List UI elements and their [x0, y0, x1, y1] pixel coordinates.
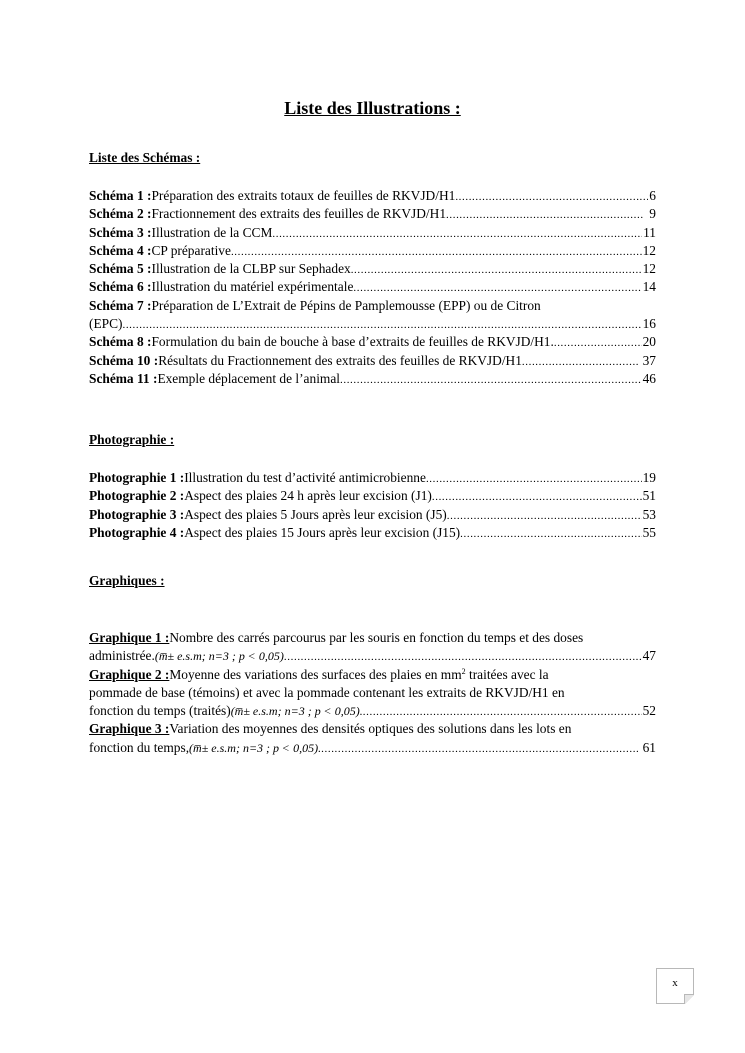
entry-text: Illustration du matériel expérimentale: [151, 279, 354, 295]
entry-page: 9: [649, 206, 656, 222]
folded-corner: [684, 994, 694, 1004]
dot-leader: [231, 243, 642, 260]
list-item: [89, 352, 656, 370]
list-item-continuation: [89, 702, 656, 720]
dot-leader: [340, 371, 642, 388]
entry-page: 51: [642, 488, 656, 504]
list-item: [89, 260, 656, 278]
entry-page: 61: [642, 739, 656, 755]
entry-label: Schéma 7 :: [89, 297, 152, 313]
list-item-continuation: [89, 739, 656, 757]
entry-text-part: traitées avec la: [465, 666, 549, 682]
entry-label: Schéma 10 :: [89, 352, 159, 368]
entry-label: Schéma 1 :: [89, 188, 152, 203]
entry-page: 52: [642, 703, 656, 719]
list-item: [89, 666, 656, 684]
list-item: [89, 205, 656, 223]
entry-text: Aspect des plaies 5 Jours après leur excision (J5): [184, 506, 447, 522]
entry-label: Graphique 1 :: [89, 630, 170, 645]
page-title: Liste des Illustrations :: [284, 98, 461, 118]
dot-leader: [353, 279, 641, 296]
graphs-heading: Graphiques :: [89, 573, 165, 588]
dot-leader: [351, 261, 642, 278]
page-number: x: [672, 977, 678, 989]
list-item-continuation: [89, 684, 656, 702]
entry-page: 6: [649, 188, 656, 203]
entry-text-part: Moyenne des variations des surfaces des plaies en mm: [169, 666, 462, 682]
entry-text: Nombre des carrés parcourus par les souris en fonction du temps et des doses: [169, 630, 584, 645]
entry-text: CP préparative: [151, 242, 231, 258]
list-item: [89, 187, 656, 205]
dot-leader: [284, 648, 642, 665]
entry-label: Schéma 5 :: [89, 261, 152, 277]
list-item: [89, 524, 656, 542]
entry-text: fonction du temps,: [89, 739, 190, 755]
dot-leader: [446, 206, 644, 223]
stats-note: (m̅± e.s.m; n=3 ; p ˂ 0,05).: [230, 704, 363, 719]
dot-leader: [522, 353, 638, 370]
list-item: [89, 370, 656, 388]
photos-list: [89, 469, 656, 542]
list-item: [89, 278, 656, 296]
entry-page: 12: [642, 261, 656, 277]
entry-page: 12: [642, 242, 656, 258]
stats-note: (m̅± e.s.m; n=3 ; p ˂ 0,05): [154, 649, 284, 664]
entry-text: Formulation du bain de bouche à base d’extraits de feuilles de RKVJD/H1.: [151, 334, 554, 350]
entry-label: Schéma 8 :: [89, 334, 152, 350]
schemas-list: [89, 187, 656, 388]
entry-text: Préparation des extraits totaux de feuilles de RKVJD/H1: [151, 188, 456, 203]
entry-text: administrée.: [89, 648, 155, 664]
list-item: [89, 242, 656, 260]
entry-text: Exemple déplacement de l’animal: [157, 370, 340, 386]
entry-label: Schéma 2 :: [89, 206, 152, 222]
entry-label: Schéma 3 :: [89, 224, 152, 240]
entry-page: 19: [642, 470, 656, 485]
dot-leader: [432, 488, 642, 505]
entry-text: Aspect des plaies 15 Jours après leur excision (J15): [184, 524, 461, 540]
list-item: [89, 224, 656, 242]
dot-leader: [363, 703, 642, 720]
list-item: [89, 487, 656, 505]
entry-page: 53: [642, 506, 656, 522]
entry-text: Illustration de la CCM: [151, 224, 273, 240]
entry-text: fonction du temps (traités): [89, 703, 231, 719]
dot-leader: [460, 525, 641, 542]
entry-page: 46: [642, 370, 656, 386]
entry-label: Graphique 2 :: [89, 666, 170, 682]
entry-label: Graphique 3 :: [89, 721, 170, 737]
list-item: [89, 297, 656, 315]
entry-page: 11: [643, 224, 656, 240]
dot-leader: [122, 316, 641, 333]
dot-leader: [272, 225, 642, 242]
entry-page: 37: [642, 352, 656, 368]
stats-note: (m̅± e.s.m; n=3 ; p ˂ 0,05).: [189, 740, 322, 755]
entry-text: pommade de base (témoins) et avec la pommade contenant les extraits de RKVJD/H1 en: [89, 684, 565, 700]
entry-text: Résultats du Fractionnement des extraits des feuilles de RKVJD/H1: [158, 352, 522, 368]
entry-label: Photographie 1 :: [89, 470, 185, 485]
schemas-heading: Liste des Schémas :: [89, 150, 201, 165]
entry-label: Photographie 2 :: [89, 488, 185, 504]
list-item: [89, 469, 656, 487]
entry-label: Schéma 11 :: [89, 370, 158, 386]
entry-text: Préparation de L’Extrait de Pépins de Pamplemousse (EPP) ou de Citron: [151, 297, 541, 313]
entry-label: Schéma 4 :: [89, 242, 152, 258]
page-number-box: [656, 968, 694, 1004]
list-item-continuation: [89, 647, 656, 665]
entry-text: Variation des moyennes des densités optiques des solutions dans les lots en: [169, 721, 572, 737]
list-item: [89, 333, 656, 351]
list-item: [89, 506, 656, 524]
list-item: [89, 720, 656, 738]
entry-text: Fractionnement des extraits des feuilles de RKVJD/H1: [151, 206, 447, 222]
entry-page: 55: [642, 524, 656, 540]
entry-text: Illustration de la CLBP sur Sephadex: [151, 261, 351, 277]
entry-label: Schéma 6 :: [89, 279, 152, 295]
entry-page: 20: [642, 334, 656, 350]
entry-page: 47: [642, 648, 656, 664]
entry-text: (EPC): [89, 316, 123, 332]
list-item-continuation: [89, 315, 656, 333]
photos-heading: Photographie :: [89, 432, 175, 447]
entry-text: Illustration du test d’activité antimicrobienne: [184, 470, 426, 485]
dot-leader: [554, 334, 642, 351]
entry-text: [169, 666, 548, 684]
entry-text: Aspect des plaies 24 h après leur excision (J1): [184, 488, 432, 504]
dot-leader: [321, 740, 637, 757]
list-item: [89, 629, 656, 647]
entry-label: Photographie 4 :: [89, 524, 185, 540]
dot-leader: [447, 507, 642, 524]
entry-page: 16: [642, 316, 656, 332]
dot-leader: [426, 470, 642, 487]
superscript: 2: [461, 666, 466, 676]
entry-label: Photographie 3 :: [89, 506, 185, 522]
entry-page: 14: [642, 279, 656, 295]
dot-leader: [455, 188, 648, 205]
graphs-list: [89, 629, 656, 757]
